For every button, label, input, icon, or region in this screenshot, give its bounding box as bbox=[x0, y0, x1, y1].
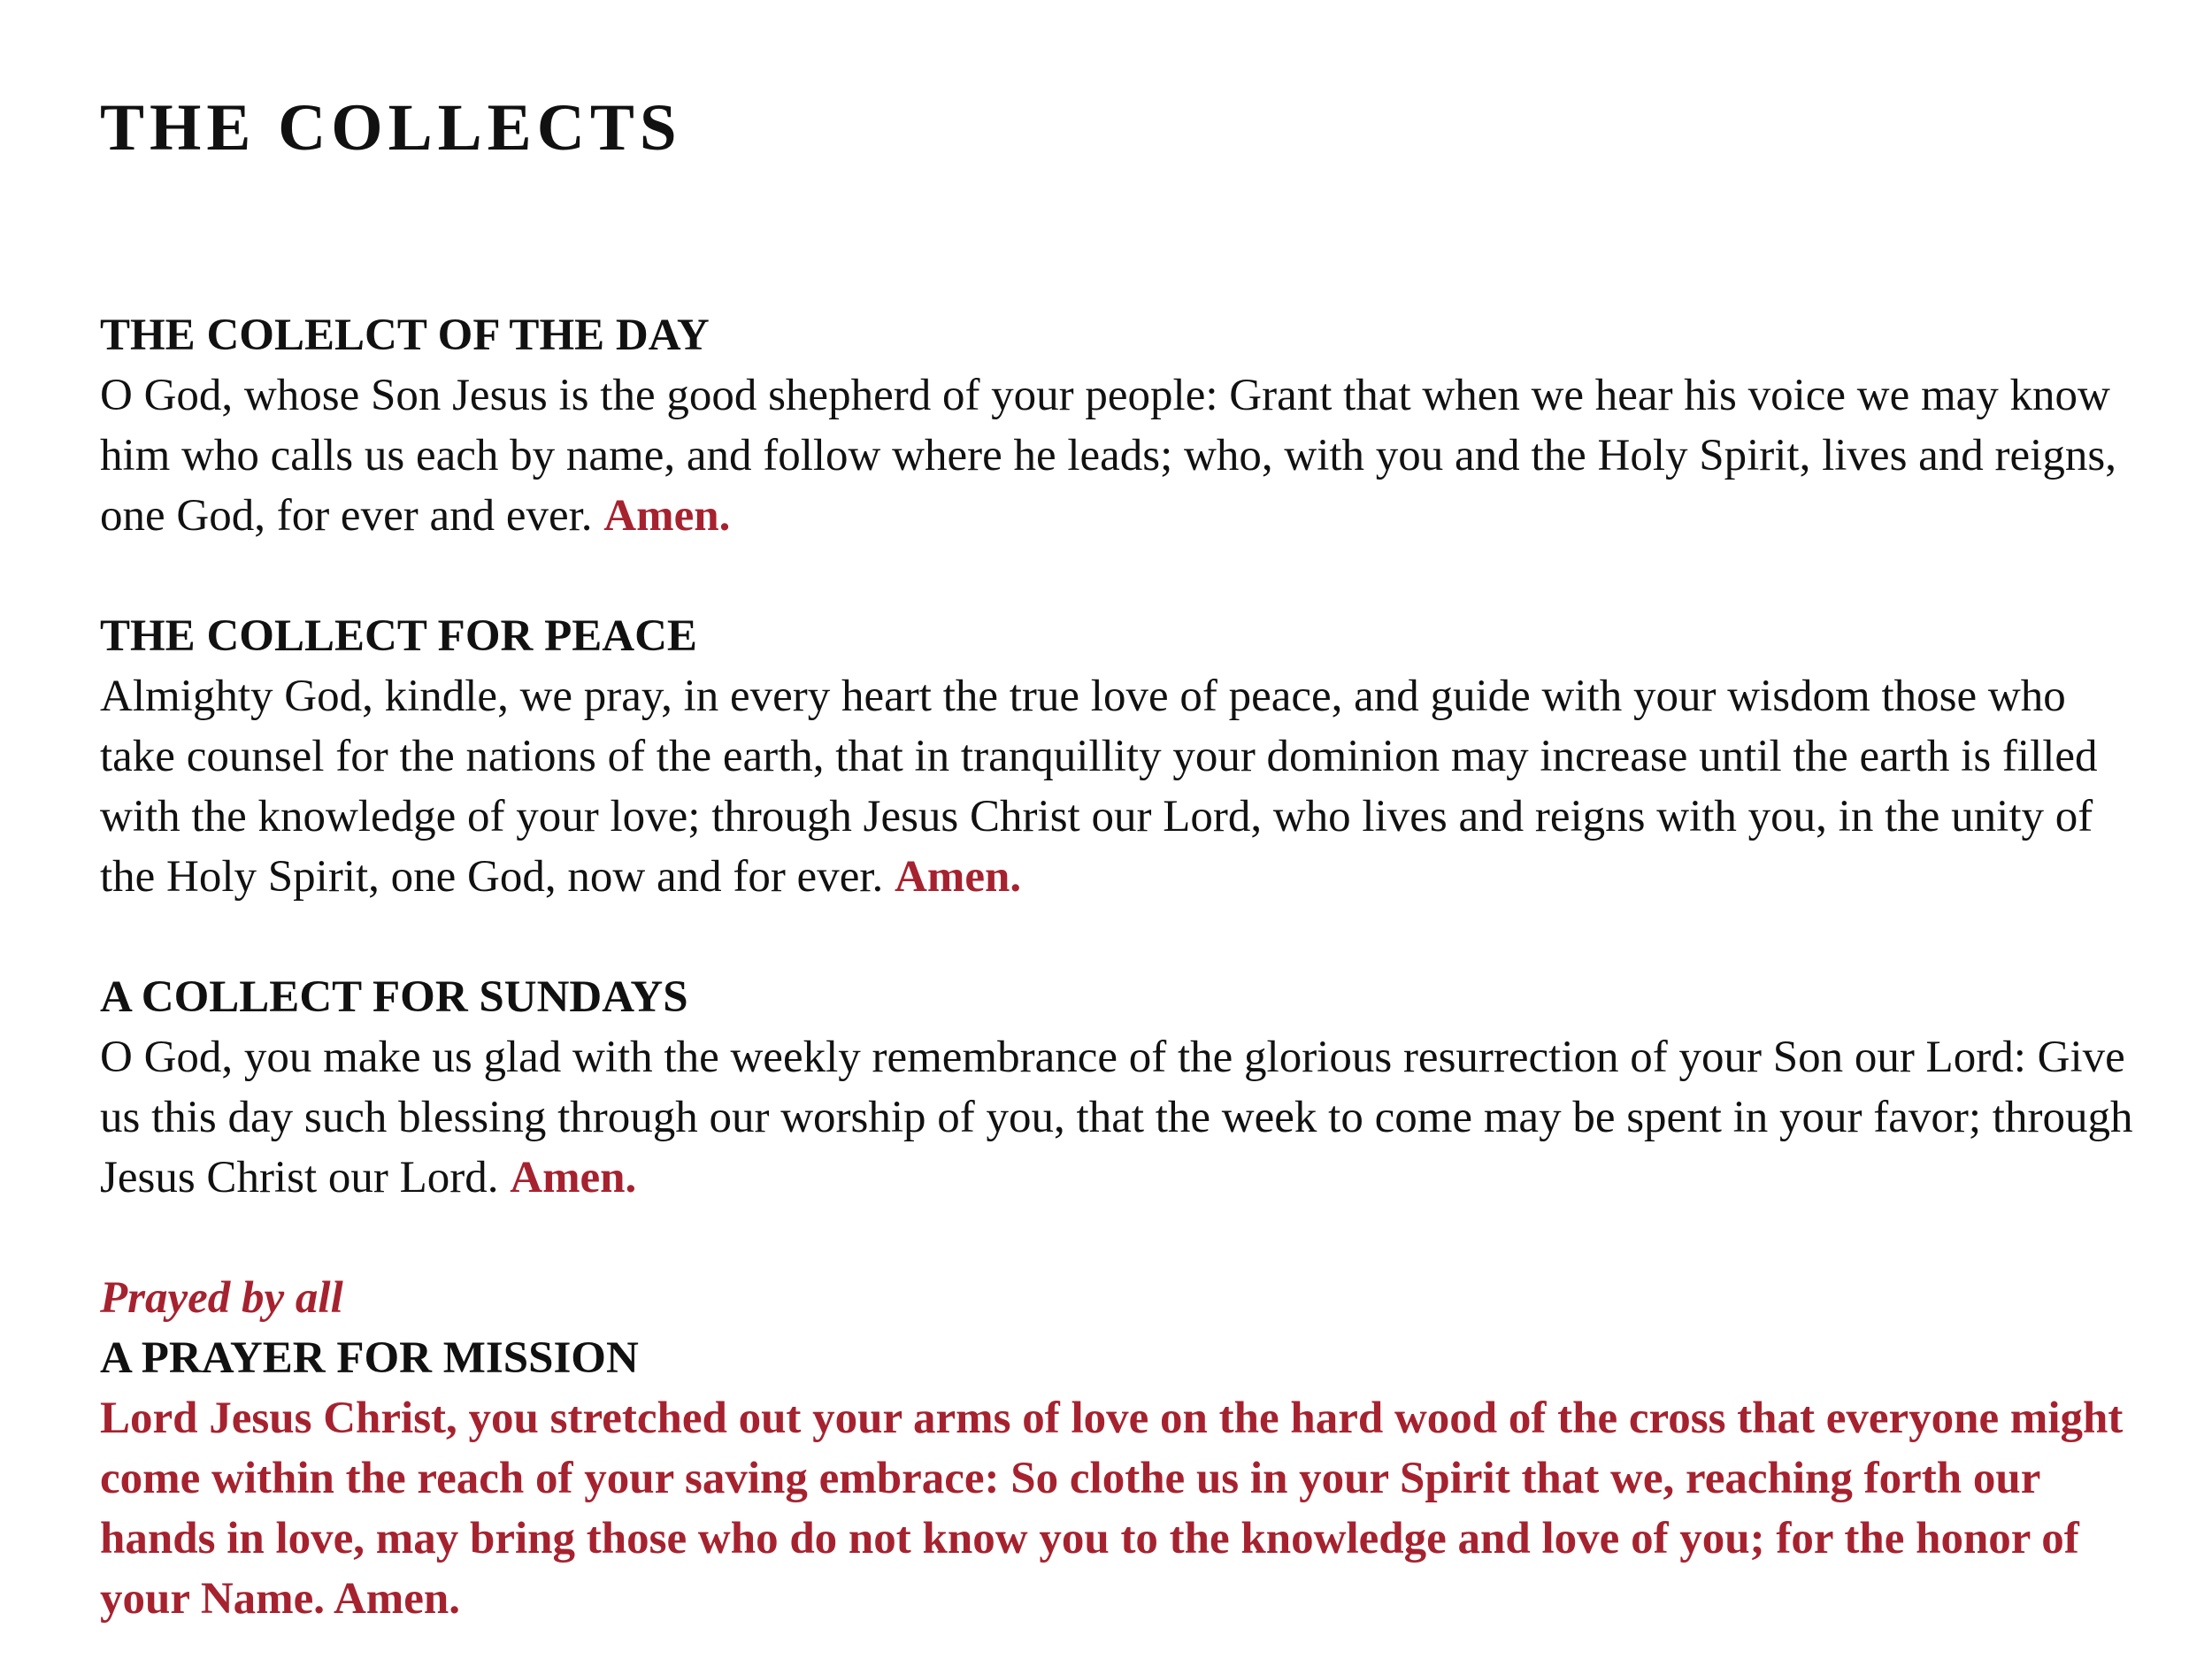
prayed-by-all-rubric: Prayed by all bbox=[100, 1273, 343, 1323]
amen-response: Amen. bbox=[603, 491, 731, 541]
collect-for-sundays-text: O God, you make us glad with the weekly remembrance of the glorious resurrection of your Son our Lord: Give us this day such blessing through our worship of you, that the week to come may be spent in your favor; through Jesus Christ our Lord. bbox=[100, 1033, 2133, 1202]
collect-for-peace-body bbox=[100, 666, 2135, 907]
collect-of-the-day-section bbox=[100, 305, 2135, 546]
collect-of-the-day-text: O God, whose Son Jesus is the good shepherd of your people: Grant that when we hear his voice we may know him who calls us each by name, and follow where he leads; who, with you and the Holy Spirit, lives and reigns, one God, for ever and ever. bbox=[100, 371, 2116, 541]
prayer-for-mission-title: A PRAYER FOR MISSION bbox=[100, 1333, 639, 1383]
collect-for-sundays-body bbox=[100, 1027, 2135, 1208]
collect-for-peace-section bbox=[100, 606, 2135, 907]
amen-response: Amen. bbox=[895, 852, 1022, 902]
collect-for-peace-title: THE COLLECT FOR PEACE bbox=[100, 611, 697, 661]
collect-for-peace-text: Almighty God, kindle, we pray, in every heart the true love of peace, and guide with your wisdom those who take counsel for the nations of the earth, that in tranquillity your dominion may increase until the earth is filled with the knowledge of your love; through Jesus Christ our Lord, who lives and reigns with you, in the unity of the Holy Spirit, one God, now and for ever. bbox=[100, 672, 2098, 902]
collect-of-the-day-title: THE COLELCT OF THE DAY bbox=[100, 311, 710, 360]
collect-for-sundays-section bbox=[100, 967, 2135, 1208]
prayer-for-mission-body: Lord Jesus Christ, you stretched out your arms of love on the hard wood of the cross that everyone might come within the reach of your saving embrace: So clothe us in your Spirit that we, reaching forth our hands in love, may bring those who do not know you to the knowledge and love of you; for the honor of your Name. Amen. bbox=[100, 1394, 2124, 1624]
prayer-for-mission-section bbox=[100, 1268, 2135, 1629]
collects-page bbox=[100, 84, 2135, 1629]
page-title: THE COLLECTS bbox=[100, 91, 682, 165]
collect-of-the-day-body bbox=[100, 365, 2135, 546]
amen-response: Amen. bbox=[510, 1153, 637, 1202]
collect-for-sundays-title: A COLLECT FOR SUNDAYS bbox=[100, 972, 688, 1022]
